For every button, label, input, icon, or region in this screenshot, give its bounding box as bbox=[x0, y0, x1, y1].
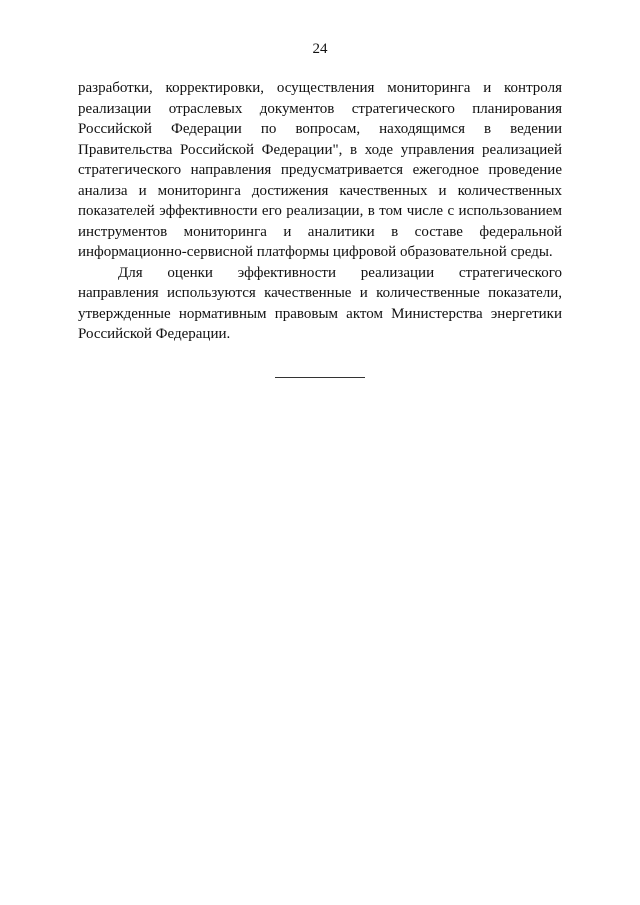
page-number: 24 bbox=[312, 41, 328, 57]
document-body bbox=[78, 78, 562, 345]
end-of-text-separator bbox=[275, 377, 365, 378]
paragraph-evaluation: Для оценки эффективности реализации стратегического направления используются качественные и количественные показатели, утвержденные нормативным правовым актом Министерства энергетики Российской Федерации. bbox=[78, 264, 562, 342]
paragraph-continuation: разработки, корректировки, осуществления мониторинга и контроля реализации отраслевых документов стратегического планирования Российской Федерации по вопросам, находящимся в ведении Правительства Российской Федерации", в ходе управления реализацией стратегического направления предусматривается ежегодное проведение анализа и мониторинга достижения качественных и количественных показателей эффективности его реализации, в том числе с использованием инструментов мониторинга и аналитики в составе федеральной информационно-сервисной платформы цифровой образовательной среды. bbox=[78, 80, 562, 260]
